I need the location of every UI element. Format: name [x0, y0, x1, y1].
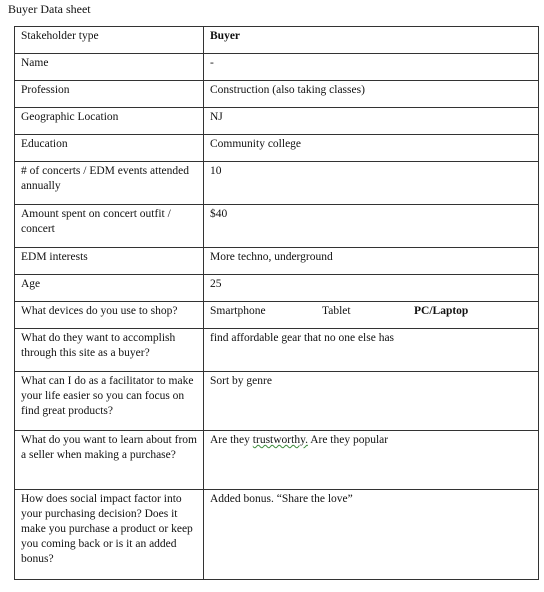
row-value: - [204, 54, 539, 81]
row-key: # of concerts / EDM events attended annually [15, 162, 204, 205]
table-row [15, 302, 539, 329]
row-key: What devices do you use to shop? [15, 302, 204, 329]
row-value: Community college [204, 135, 539, 162]
device-list [210, 304, 532, 319]
table-row [15, 205, 539, 248]
row-value: NJ [204, 108, 539, 135]
row-key: What do you want to learn about from a seller when making a purchase? [15, 431, 204, 490]
row-value: 10 [204, 162, 539, 205]
device-smartphone: Smartphone [210, 305, 266, 317]
value-part: Are they [210, 434, 253, 446]
row-value: Added bonus. “Share the love” [204, 490, 539, 580]
row-key: What can I do as a facilitator to make your life easier so you can focus on find great products? [15, 372, 204, 431]
row-value: Construction (also taking classes) [204, 81, 539, 108]
device-tablet: Tablet [322, 305, 351, 317]
table-row [15, 135, 539, 162]
row-key: Age [15, 275, 204, 302]
table-row [15, 27, 539, 54]
row-key: Education [15, 135, 204, 162]
table-row [15, 490, 539, 580]
row-key: Geographic Location [15, 108, 204, 135]
row-value: 25 [204, 275, 539, 302]
row-key: Amount spent on concert outfit / concert [15, 205, 204, 248]
table-row [15, 54, 539, 81]
table-row [15, 329, 539, 372]
row-key: How does social impact factor into your purchasing decision? Does it make you purchase a product or keep you coming back or is it an added bonus? [15, 490, 204, 580]
buyer-data-table [14, 26, 539, 580]
row-key: Stakeholder type [15, 27, 204, 54]
table-row [15, 162, 539, 205]
row-value [204, 431, 539, 490]
row-value: Buyer [204, 27, 539, 54]
document-title: Buyer Data sheet [8, 2, 91, 16]
row-value: More techno, underground [204, 248, 539, 275]
row-key: Name [15, 54, 204, 81]
row-key: What do they want to accomplish through this site as a buyer? [15, 329, 204, 372]
table-row [15, 81, 539, 108]
row-key: EDM interests [15, 248, 204, 275]
row-value: Sort by genre [204, 372, 539, 431]
value-part: Are they popular [307, 434, 389, 446]
table-row [15, 248, 539, 275]
row-value: $40 [204, 205, 539, 248]
table-row [15, 108, 539, 135]
spellcheck-marked-word: trustworthy. [252, 434, 308, 446]
row-value: find affordable gear that no one else has [204, 329, 539, 372]
table-row [15, 431, 539, 490]
table-row [15, 275, 539, 302]
device-pc-laptop: PC/Laptop [414, 305, 469, 317]
table-row [15, 372, 539, 431]
row-value [204, 302, 539, 329]
row-key: Profession [15, 81, 204, 108]
